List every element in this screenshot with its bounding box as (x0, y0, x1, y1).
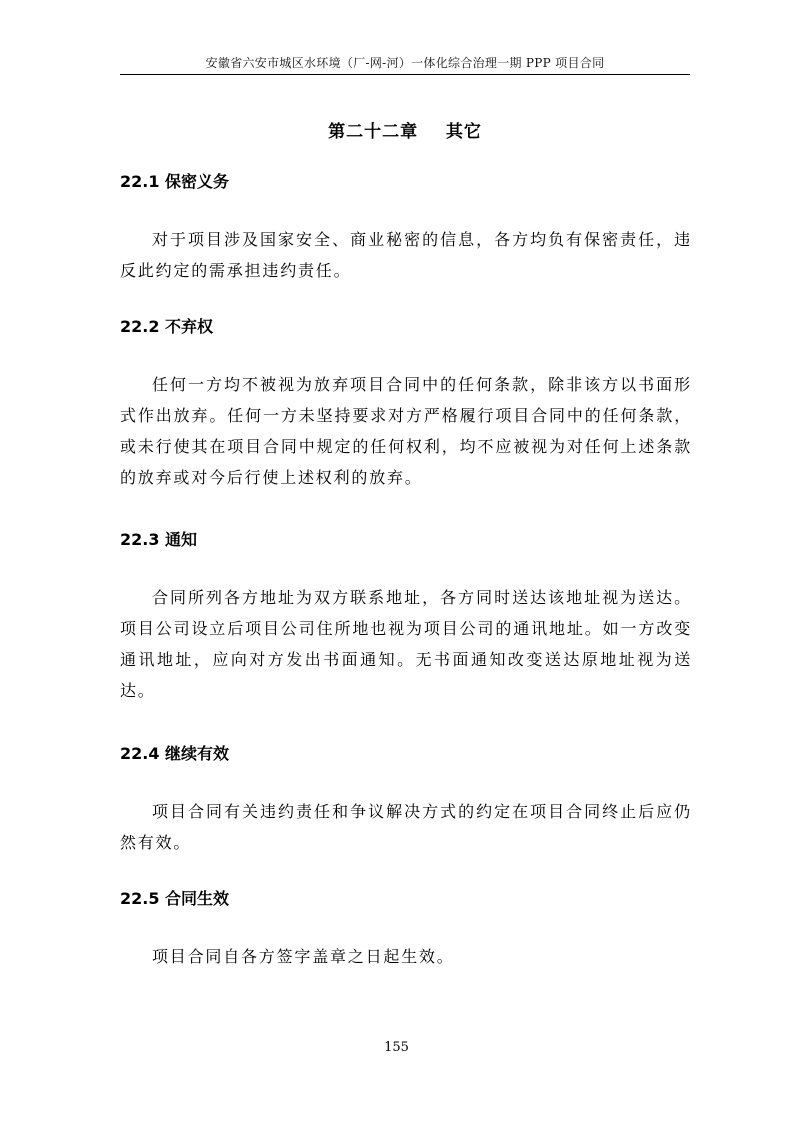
section-22-1 (120, 170, 692, 286)
section-22-2 (120, 315, 692, 493)
running-header: 安徽省六安市城区水环境（厂-网-河）一体化综合治理一期 PPP 项目合同 (205, 56, 605, 70)
page-number: 155 (384, 1040, 409, 1055)
section-22-5 (120, 887, 692, 972)
section-heading: 22.3 通知 (120, 530, 198, 549)
section-heading: 22.5 合同生效 (120, 889, 230, 908)
section-paragraph: 合同所列各方地址为双方联系地址，各方同时送达该地址视为送达。项目公司设立后项目公司住所地也视为项目公司的通讯地址。如一方改变通讯地址，应向对方发出书面通知。无书面通知改变送达原地址视为送达。 (120, 588, 692, 700)
section-heading: 22.2 不弃权 (120, 317, 214, 336)
section-paragraph: 对于项目涉及国家安全、商业秘密的信息，各方均负有保密责任，违反此约定的需承担违约责任。 (120, 230, 692, 280)
chapter-title: 第二十二章 其它 (328, 122, 482, 142)
section-paragraph: 项目合同自各方签字盖章之日起生效。 (152, 947, 455, 966)
section-22-3 (120, 528, 692, 706)
section-heading: 22.1 保密义务 (120, 172, 230, 191)
section-paragraph: 项目合同有关违约责任和争议解决方式的约定在项目合同终止后应仍然有效。 (120, 802, 692, 852)
header-divider (120, 74, 690, 75)
section-heading: 22.4 继续有效 (120, 744, 230, 763)
section-22-4 (120, 742, 692, 858)
section-paragraph: 任何一方均不被视为放弃项目合同中的任何条款，除非该方以书面形式作出放弃。任何一方未坚持要求对方严格履行项目合同中的任何条款，或未行使其在项目合同中规定的任何权利，均不应被视为对任何上述条款的放弃或对今后行使上述权利的放弃。 (120, 375, 692, 487)
